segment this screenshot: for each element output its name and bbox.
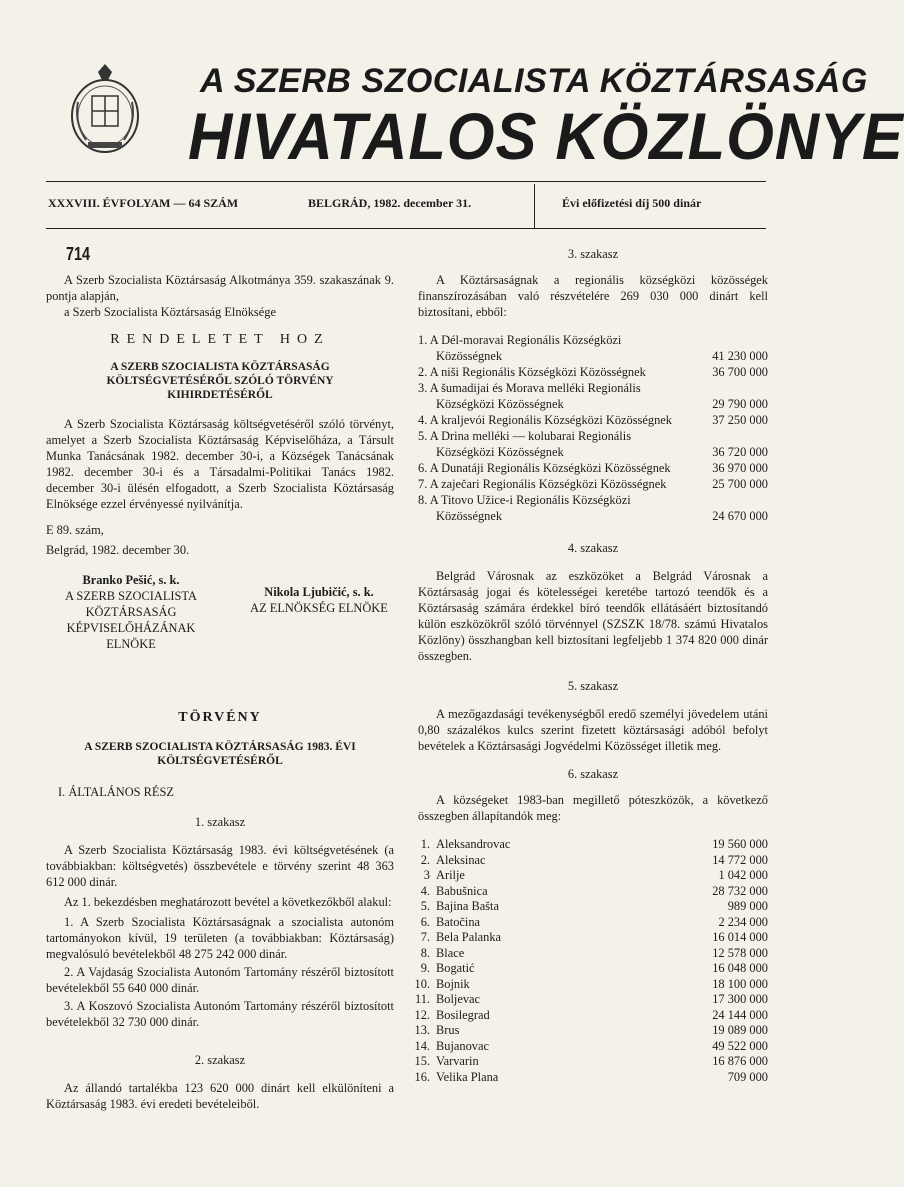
decree-date: Belgrád, 1982. december 30. <box>46 543 190 557</box>
left-column <box>46 246 394 1112</box>
top-rule <box>46 181 766 182</box>
regional-label: 6. A Dunatáji Regionális Községközi Közösségnek <box>418 461 671 475</box>
header-divider <box>534 184 535 228</box>
municipality-name: Velika Plana <box>436 1069 499 1084</box>
municipality-value: 19 089 000 <box>712 1023 768 1037</box>
municipality-name: Bajina Bašta <box>436 899 499 913</box>
municipality-number: 14. <box>414 1038 430 1053</box>
municipality-value: 18 100 000 <box>712 976 768 991</box>
masthead-title-line1: A SZERB SZOCIALISTA KÖZTÁRSASÁG <box>200 62 868 100</box>
municipality-number: 9. <box>420 961 430 975</box>
signature-left-title: A SZERB SZOCIALISTA KÖZTÁRSASÁG KÉPVISELŐHÁZÁNAK ELNÖKE <box>65 589 197 651</box>
municipality-row <box>408 1038 768 1054</box>
municipality-row <box>408 945 768 961</box>
municipality-value: 12 578 000 <box>712 945 768 960</box>
municipality-value: 2 234 000 <box>718 914 768 929</box>
municipality-number: 12. <box>414 1007 430 1022</box>
section4-paragraph: Belgrád Városnak az eszközöket a Belgrád Városnak a Köztársaság jogai és kötelességei keretébe tartozó teendők és a Köztársaság számára érdekkel bíró teendők ellátásáért biztosítandó külön eszközökről szóló törvénnyel (SZSZK 18/78. számú Hivatalos Közlöny) összhangban kell biztosítani legfeljebb 1 374 820 000 dinár összegben. <box>418 569 768 663</box>
municipality-value: 14 772 000 <box>712 852 768 867</box>
section1-paragraph1: A Szerb Szocialista Köztársaság 1983. évi költségvetésének (a továbbiakban: költségvetés) összbevétele e törvény szerint 48 363 612 000 dinár. <box>46 843 394 889</box>
municipality-name: Blace <box>436 945 465 960</box>
torveny-heading: TÖRVÉNY <box>178 710 262 725</box>
municipality-number: 2. <box>420 852 430 867</box>
municipality-name: Varvarin <box>436 1054 479 1068</box>
masthead-title-line2: HIVATALOS KÖZLÖNYE <box>188 99 904 173</box>
municipality-row <box>408 836 768 852</box>
municipality-row <box>408 991 768 1007</box>
regional-label: 3. A šumadijai és Morava melléki Regionális Községközi Közösségnek <box>418 381 641 411</box>
section1-heading: 1. szakasz <box>194 815 246 829</box>
municipality-name: Boljevac <box>436 992 481 1006</box>
section2-heading: 2. szakasz <box>194 1053 246 1067</box>
municipality-value: 16 014 000 <box>712 930 768 944</box>
municipality-number: 8. <box>420 945 430 960</box>
issue-subscription: Évi előfizetési díj 500 dinár <box>562 196 702 210</box>
signature-left-name: Branko Pešić, s. k. <box>82 573 180 587</box>
municipality-value: 24 144 000 <box>712 1007 768 1022</box>
regional-row <box>418 380 768 412</box>
regional-value: 24 670 000 <box>712 509 768 523</box>
regional-row <box>418 412 768 428</box>
section4-heading: 4. szakasz <box>567 541 619 555</box>
regional-row <box>418 492 768 524</box>
municipality-number: 6. <box>420 914 430 929</box>
municipality-row <box>408 914 768 930</box>
municipality-number: 10. <box>414 976 430 991</box>
municipality-value: 17 300 000 <box>712 992 768 1006</box>
law-title: A SZERB SZOCIALISTA KÖZTÁRSASÁG 1983. ÉVI KÖLTSÉGVETÉSÉRŐL <box>84 741 356 767</box>
municipality-number: 5. <box>420 899 430 913</box>
header-bottom-rule <box>46 228 766 229</box>
rendeletet-heading: RENDELETET HOZ <box>110 332 330 347</box>
municipality-value: 28 732 000 <box>712 883 768 898</box>
municipality-row <box>408 898 768 914</box>
municipality-number: 3 <box>423 868 430 882</box>
part1-heading: I. ÁLTALÁNOS RÉSZ <box>58 785 174 799</box>
regional-value: 36 700 000 <box>712 365 768 379</box>
regional-label: 5. A Drina melléki — kolubarai Regionális Községközi Közösségnek <box>418 429 632 459</box>
municipality-name: Aleksandrovac <box>436 837 511 851</box>
decree-title: A SZERB SZOCIALISTA KÖZTÁRSASÁG KÖLTSÉGVETÉSÉRŐL SZÓLÓ TÖRVÉNY KIHIRDETÉSÉRŐL <box>106 361 334 401</box>
regional-label: 8. A Titovo Užice-i Regionális Községközi Közösségnek <box>418 493 631 523</box>
issue-place-date: BELGRÁD, 1982. december 31. <box>308 196 472 210</box>
municipality-number: 11. <box>414 992 430 1006</box>
decree-ref: E 89. szám, <box>46 523 104 537</box>
municipality-row <box>408 1053 768 1069</box>
municipality-name: Batočina <box>436 914 481 929</box>
municipality-number: 7. <box>420 930 430 944</box>
signatures <box>46 572 394 652</box>
municipality-row <box>408 867 768 883</box>
signature-right-name: Nikola Ljubičić, s. k. <box>264 585 374 599</box>
municipality-name: Bosilegrad <box>436 1007 490 1022</box>
municipality-name: Bela Palanka <box>436 930 502 944</box>
municipality-value: 1 042 000 <box>718 868 768 882</box>
municipality-row <box>408 883 768 899</box>
regional-row <box>418 332 768 364</box>
regional-value: 29 790 000 <box>712 397 768 411</box>
municipality-name: Aleksinac <box>436 852 486 867</box>
municipality-number: 1. <box>420 837 430 851</box>
signature-right-title: AZ ELNÖKSÉG ELNÖKE <box>250 601 388 615</box>
regional-value: 25 700 000 <box>712 477 768 491</box>
municipality-value: 19 560 000 <box>712 837 768 851</box>
section6-paragraph: A községeket 1983-ban megillető póteszközök, a következő összegben állapítandók meg: <box>418 793 768 823</box>
section5-heading: 5. szakasz <box>567 679 619 693</box>
municipality-row <box>408 1022 768 1038</box>
section2-paragraph: Az állandó tartalékba 123 620 000 dinárt kell elkülöníteni a Köztársaság 1983. évi eredeti bevételeiből. <box>46 1081 394 1111</box>
regional-row <box>418 460 768 476</box>
decree-body: A Szerb Szocialista Köztársaság költségvetéséről szóló törvényt, amelyet a Szerb Szocialista Köztársaság Képviselőháza, a Társult Munka Tanácsának 1982. december 30-i, a Községek Tanácsának 1982. december 30-i és a Társadalmi-Politikai Tanács 1982. december 30-i ülésén elfogadott, a Szerb Szocialista Köztársaság Elnöksége ezzel érvényessé nyilvánítja. <box>46 417 394 511</box>
regional-label: 2. A niši Regionális Községközi Közösségnek <box>418 365 646 379</box>
regional-value: 41 230 000 <box>712 349 768 363</box>
section1-item3: 3. A Koszovó Szocialista Autonóm Tartomány részéről biztosított bevételekből 32 730 000 dinár. <box>46 999 394 1029</box>
municipality-name: Bogatić <box>436 961 475 975</box>
signature-left <box>46 572 216 652</box>
signature-right <box>244 572 394 652</box>
regional-value: 37 250 000 <box>712 413 768 427</box>
regional-label: 4. A kraljevói Regionális Községközi Közösségnek <box>418 413 672 427</box>
regional-label: 7. A zaječari Regionális Községközi Közösségnek <box>418 477 667 491</box>
section1-item1: 1. A Szerb Szocialista Köztársaságnak a szocialista autonóm tartományokon kívül, 19 területen (a továbbiakban: Köztársaság) megvalósuló bevételekből 48 275 242 000 dinár. <box>46 915 394 961</box>
section1-paragraph2: Az 1. bekezdésben meghatározott bevétel a következőkből alakul: <box>64 895 392 909</box>
municipality-row <box>408 1007 768 1023</box>
municipality-name: Bujanovac <box>436 1038 489 1053</box>
issue-volume: XXXVIII. ÉVFOLYAM — 64 SZÁM <box>48 196 239 210</box>
municipality-name: Bojnik <box>436 976 470 991</box>
regional-value: 36 720 000 <box>712 445 768 459</box>
regional-row <box>418 476 768 492</box>
section6-heading: 6. szakasz <box>567 767 619 781</box>
municipality-name: Brus <box>436 1023 460 1037</box>
municipality-row <box>408 1069 768 1085</box>
regional-value: 36 970 000 <box>712 461 768 475</box>
masthead <box>0 0 904 180</box>
intro-paragraph: A Szerb Szocialista Köztársaság Alkotmánya 359. szakaszának 9. pontja alapján, <box>46 273 394 303</box>
municipality-number: 4. <box>420 883 430 898</box>
municipality-number: 13. <box>414 1023 430 1037</box>
municipality-row <box>408 960 768 976</box>
regional-row <box>418 364 768 380</box>
section3-paragraph: A Köztársaságnak a regionális községközi közösségek finanszírozásában való részvételére 269 030 000 dinárt kell biztosítani, ebből: <box>418 273 768 319</box>
right-column <box>414 246 768 1084</box>
municipality-value: 16 876 000 <box>712 1054 768 1068</box>
coat-of-arms-emblem <box>68 62 142 158</box>
municipality-table <box>408 836 768 1084</box>
section5-paragraph: A mezőgazdasági tevékenységből eredő személyi jövedelem utáni 0,80 százalékos kulcs szerint fizetett köztársasági adóból befolyt bevételek a Köztársasági Jogvédelmi Közösséget illetik meg. <box>418 707 768 753</box>
municipality-row <box>408 852 768 868</box>
intro-presidency: a Szerb Szocialista Köztársaság Elnöksége <box>64 305 276 319</box>
municipality-value: 49 522 000 <box>712 1038 768 1053</box>
act-number: 714 <box>66 244 91 264</box>
regional-list <box>418 332 768 524</box>
regional-row <box>418 428 768 460</box>
municipality-number: 16. <box>414 1069 430 1084</box>
municipality-name: Babušnica <box>436 883 488 898</box>
municipality-row <box>408 976 768 992</box>
regional-label: 1. A Dél-moravai Regionális Községközi Közösségnek <box>418 333 622 363</box>
municipality-number: 15. <box>414 1054 430 1068</box>
municipality-value: 709 000 <box>727 1069 768 1084</box>
section3-heading: 3. szakasz <box>567 247 619 261</box>
municipality-name: Arilje <box>436 868 465 882</box>
section1-item2: 2. A Vajdaság Szocialista Autonóm Tartomány részéről biztosított bevételekből 55 640 000 dinár. <box>46 965 394 995</box>
municipality-row <box>408 929 768 945</box>
municipality-value: 989 000 <box>727 899 768 913</box>
municipality-value: 16 048 000 <box>712 961 768 975</box>
